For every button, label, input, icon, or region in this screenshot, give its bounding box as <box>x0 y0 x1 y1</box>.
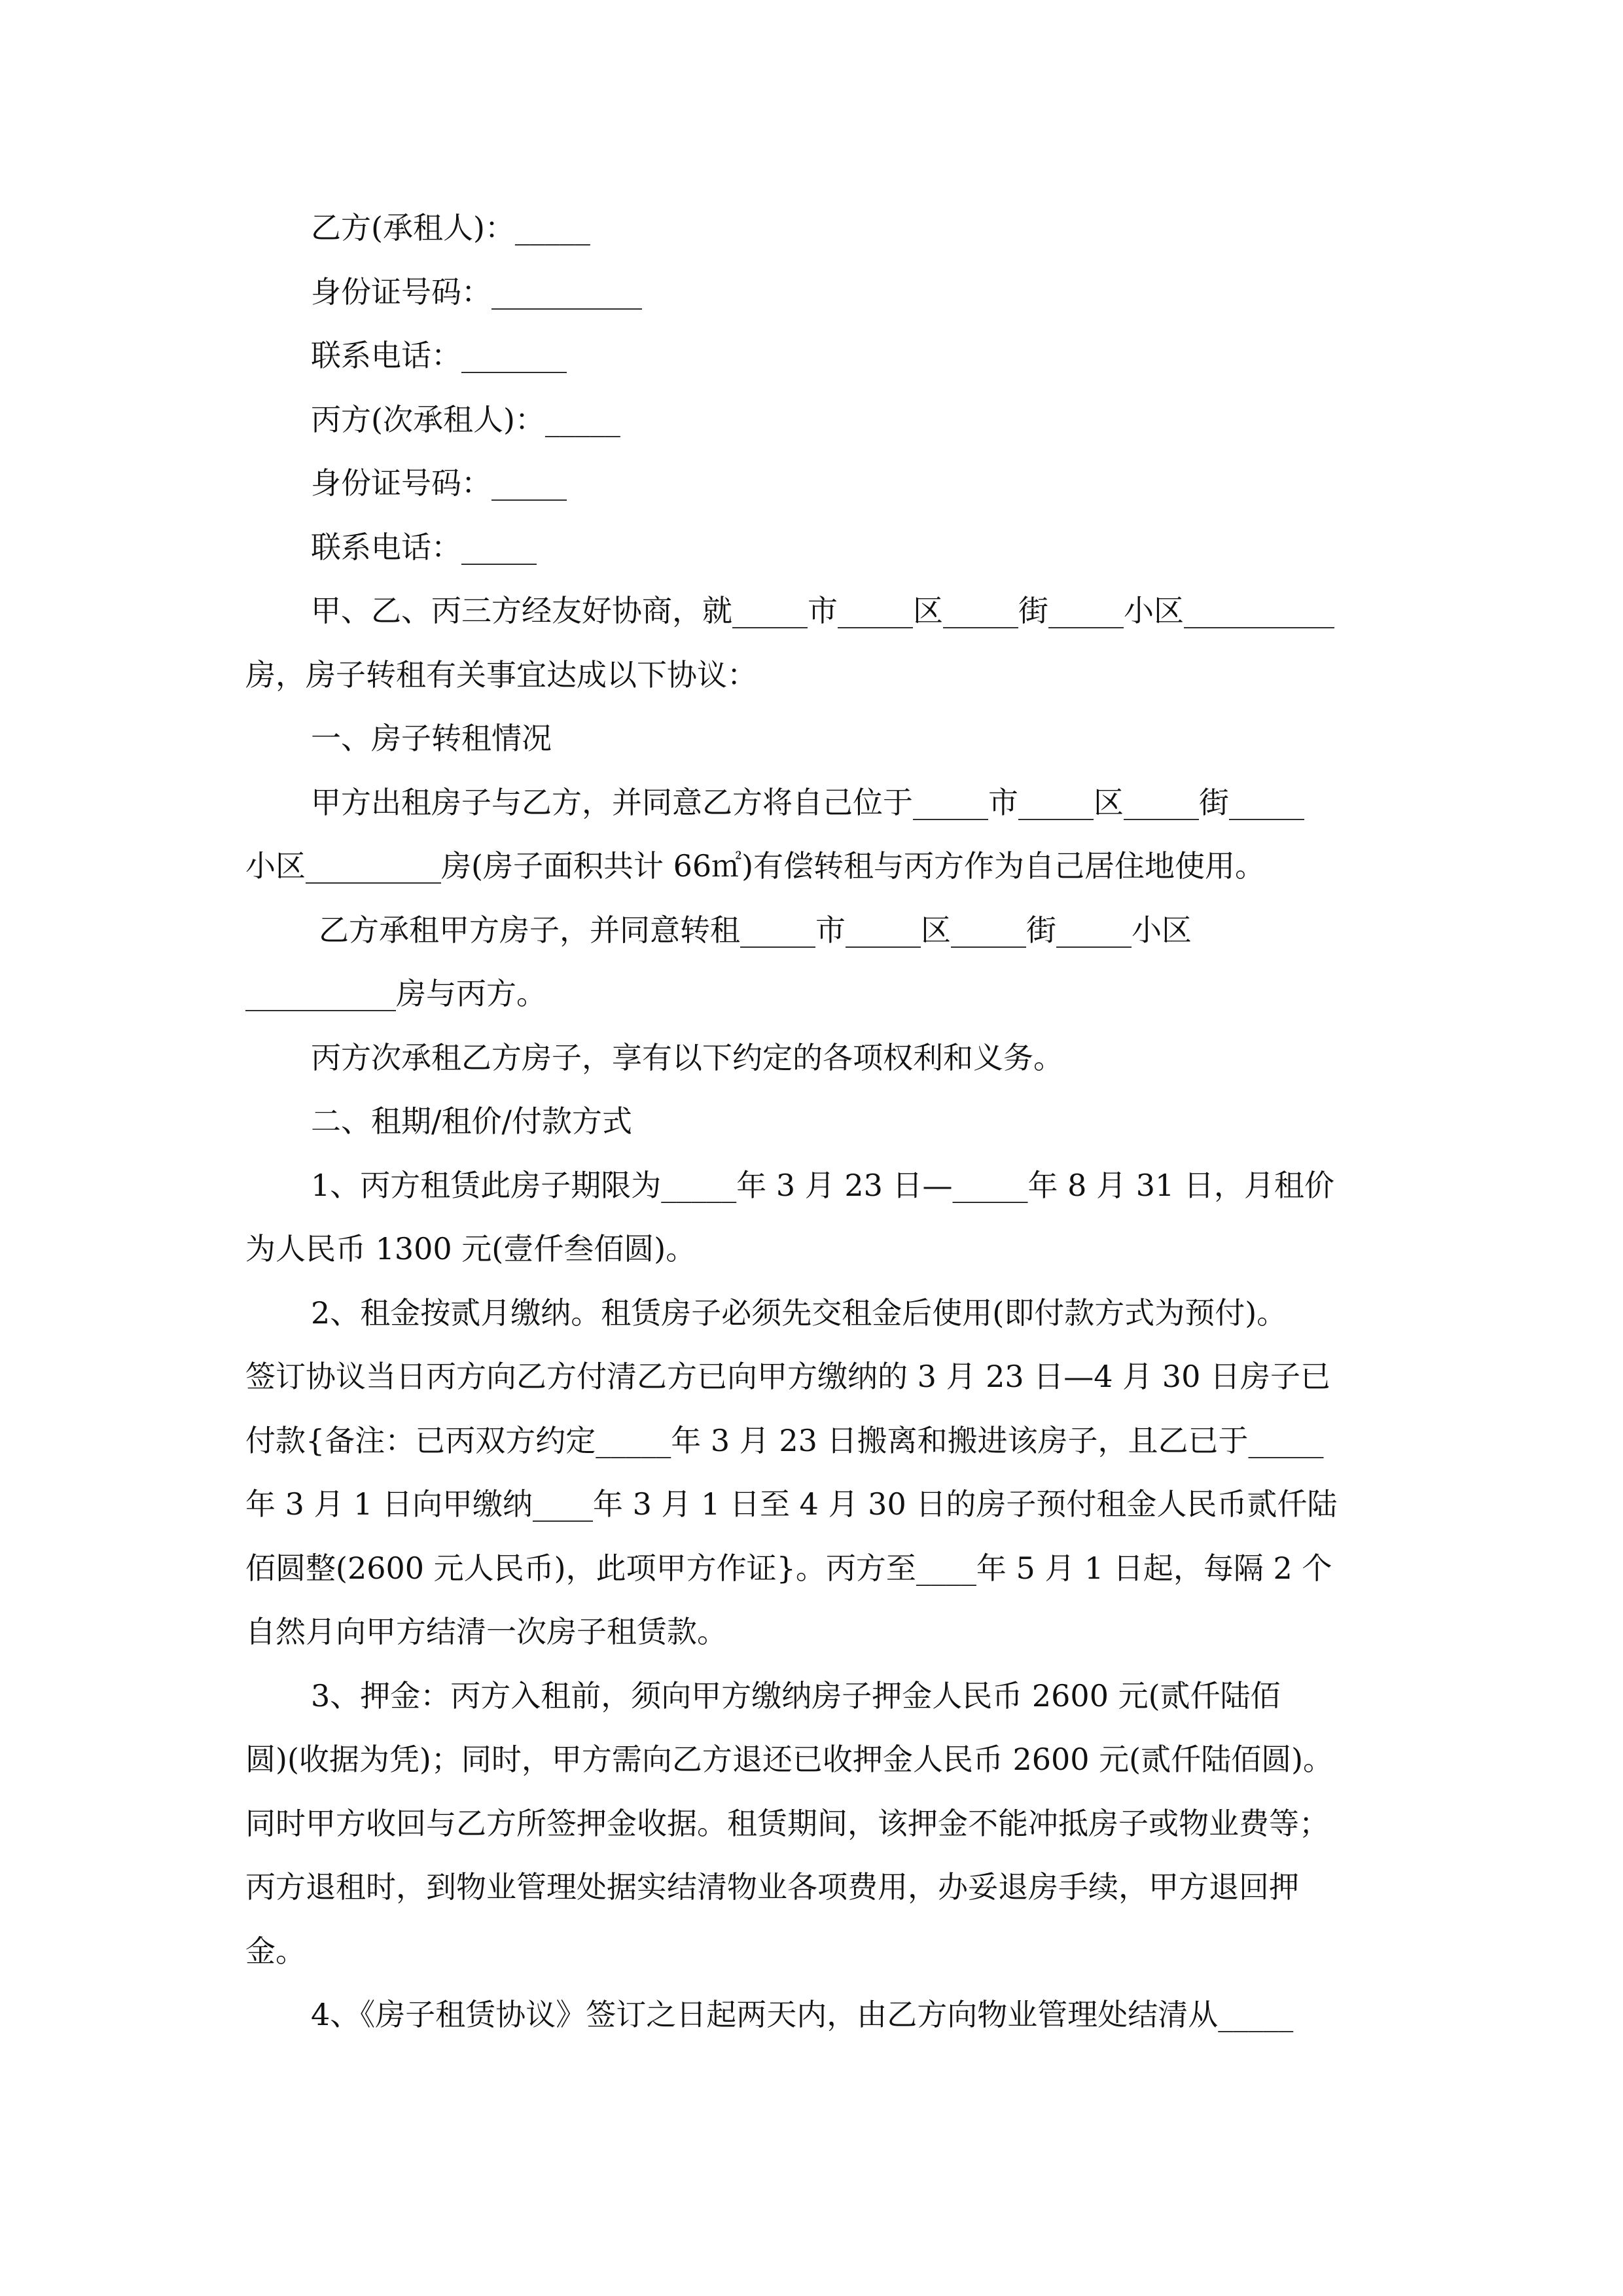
clause-2-line-6: 自然月向甲方结清一次房子租赁款。 <box>245 1614 727 1649</box>
clause-3-line-3: 同时甲方收回与乙方所签押金收据。租赁期间，该押金不能冲抵房子或物业费等； <box>245 1805 1329 1841</box>
agreement-intro-line-1: 甲、乙、丙三方经友好协商，就_____市_____区_____街_____小区__________ <box>311 593 1334 628</box>
clause-1-line-1: 1、丙方租赁此房子期限为_____年 3 月 23 日—_____年 8 月 31 日，月租价 <box>311 1167 1334 1203</box>
section-1-heading: 一、房子转租情况 <box>311 721 552 756</box>
party-b-id-line: 身份证号码：__________ <box>311 274 642 310</box>
section-1-paragraph-1-line-2: 小区_________房(房子面积共计 66㎡)有偿转租与丙方作为自己居住地使用。 <box>245 848 1266 884</box>
clause-2-line-4: 年 3 月 1 日向甲缴纳____年 3 月 1 日至 4 月 30 日的房子预付租金人民币贰仟陆 <box>245 1486 1338 1522</box>
clause-2-line-2: 签订协议当日丙方向乙方付清乙方已向甲方缴纳的 3 月 23 日—4 月 30 日房子已 <box>245 1359 1330 1394</box>
clause-3-line-1: 3、押金：丙方入租前，须向甲方缴纳房子押金人民币 2600 元(贰仟陆佰 <box>311 1677 1281 1713</box>
clause-2-line-5: 佰圆整(2600 元人民币)，此项甲方作证}。丙方至____年 5 月 1 日起，每隔 2 个 <box>245 1550 1332 1586</box>
party-c-phone-line: 联系电话：_____ <box>311 529 537 565</box>
section-2-heading: 二、租期/租价/付款方式 <box>311 1103 632 1139</box>
party-c-line: 丙方(次承租人)：_____ <box>311 401 620 437</box>
clause-3-line-4: 丙方退租时，到物业管理处据实结清物业各项费用，办妥退房手续，甲方退回押 <box>245 1869 1299 1905</box>
agreement-intro-line-2: 房，房子转租有关事宜达成以下协议： <box>245 656 757 692</box>
section-1-paragraph-1-line-1: 甲方出租房子与乙方，并同意乙方将自己位于_____市_____区_____街_____ <box>311 784 1304 820</box>
clause-3-line-2: 圆)(收据为凭)；同时，甲方需向乙方退还已收押金人民币 2600 元(贰仟陆佰圆)。 <box>245 1742 1334 1777</box>
section-1-paragraph-3: 丙方次承租乙方房子，享有以下约定的各项权利和义务。 <box>311 1039 1063 1075</box>
party-b-line: 乙方(承租人)：_____ <box>311 210 590 245</box>
clause-2-line-1: 2、租金按贰月缴纳。租赁房子必须先交租金后使用(即付款方式为预付)。 <box>311 1295 1287 1331</box>
clause-3-line-5: 金。 <box>245 1933 306 1969</box>
document-body <box>245 196 1381 2047</box>
clause-2-line-3: 付款{备注：已丙双方约定_____年 3 月 23 日搬离和搬进该房子，且乙已于_____ <box>245 1422 1324 1458</box>
section-1-paragraph-2-line-2: __________房与丙方。 <box>245 976 546 1011</box>
party-b-phone-line: 联系电话：_______ <box>311 338 567 373</box>
clause-4-line-1: 4、《房子租赁协议》签订之日起两天内，由乙方向物业管理处结清从_____ <box>311 1997 1294 2032</box>
section-1-paragraph-2-line-1: 乙方承租甲方房子，并同意转租_____市_____区_____街_____小区 <box>319 912 1192 948</box>
clause-1-line-2: 为人民币 1300 元(壹仟叁佰圆)。 <box>245 1231 696 1266</box>
party-c-id-line: 身份证号码：_____ <box>311 465 567 501</box>
